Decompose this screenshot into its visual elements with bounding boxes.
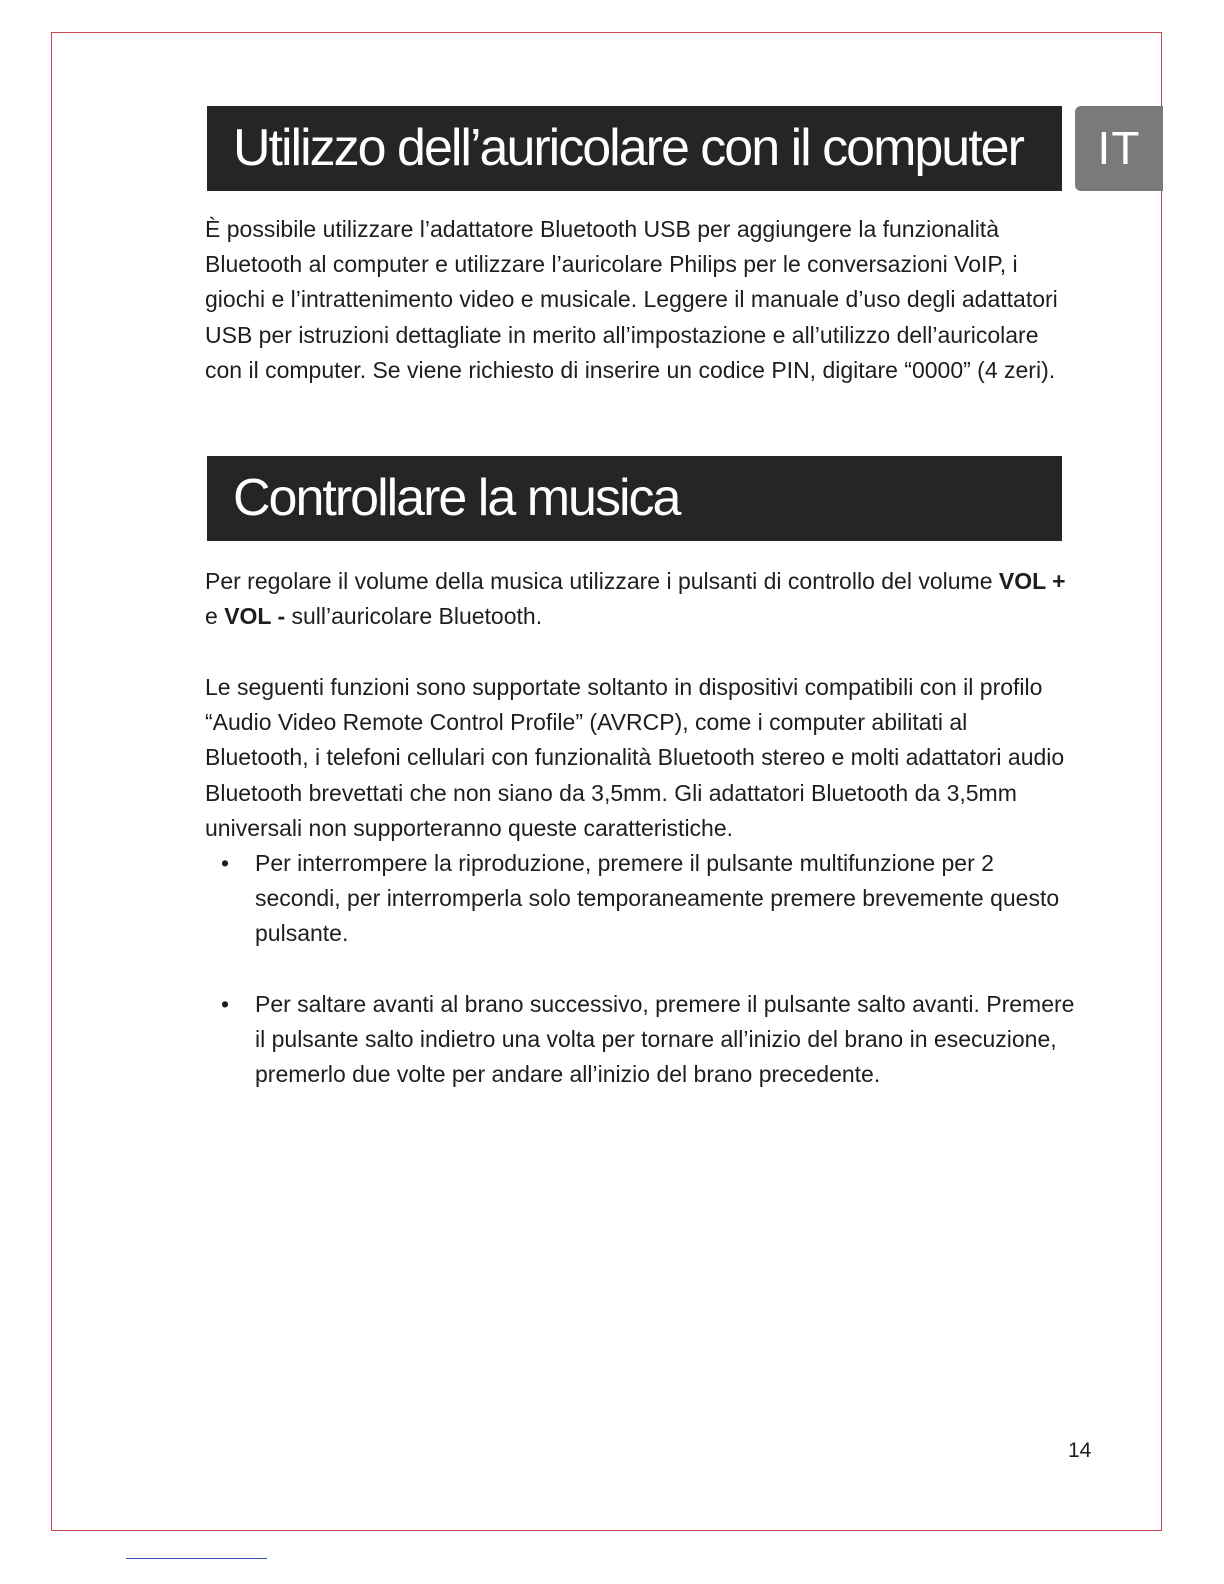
bullet-text-skip-track: Per saltare avanti al brano successivo, premere il pulsante salto avanti. Premere il pulsante salto indietro una volta per tornare all’inizio del brano in esecuzione, premerlo due volte per andare all’inizio del brano precedente. (255, 991, 1075, 1088)
section-heading-computer: Utilizzo dell’auricolare con il computer (207, 106, 1062, 191)
avrcp-paragraph: Le seguenti funzioni sono supportate soltanto in dispositivi compatibili con il profilo “Audio Video Remote Control Profile” (AVRCP), come i computer abilitati al Bluetooth, i telefoni cellulari con funzionalità Bluetooth stereo e molti adattatori audio Bluetooth brevettati che non siano da 3,5mm. Gli adattatori Bluetooth da 3,5mm universali non supporteranno queste caratteristiche. (205, 674, 1065, 841)
footer-divider (126, 1558, 267, 1559)
volume-conjunction-text: e (205, 603, 225, 630)
bullet-icon: • (221, 850, 230, 876)
bullet-text-stop-playback: Per interrompere la riproduzione, premere il pulsante multifunzione per 2 secondi, per interromperla solo temporaneamente premere brevemente questo pulsante. (255, 850, 1060, 947)
vol-minus-label: VOL - (224, 603, 286, 630)
bullet-list-stop (205, 846, 1075, 952)
bullet-icon: • (221, 991, 230, 1017)
page-number: 14 (1068, 1439, 1092, 1462)
vol-plus-label: VOL + (998, 568, 1066, 594)
language-tab: IT (1075, 106, 1163, 191)
bullet-list-skip (205, 987, 1075, 1093)
volume-intro-text: Per regolare il volume della musica utilizzare i pulsanti di controllo del volume (205, 568, 999, 594)
section-heading-music: Controllare la musica (207, 456, 1062, 541)
computer-usage-paragraph: È possibile utilizzare l’adattatore Bluetooth USB per aggiungere la funzionalità Bluetooth al computer e utilizzare l’auricolare Philips per le conversazioni VoIP, i giochi e l’intrattenimento video e musicale. Leggere il manuale d’uso degli adattatori USB per istruzioni dettagliate in merito all’impostazione e all’utilizzo dell’auricolare con il computer. Se viene richiesto di inserire un codice PIN, digitare “0000” (4 zeri). (205, 216, 1058, 383)
volume-paragraph (205, 564, 1075, 634)
volume-outro-text: sull’auricolare Bluetooth. (285, 603, 543, 630)
list-item (205, 846, 1075, 952)
list-item (205, 987, 1075, 1093)
